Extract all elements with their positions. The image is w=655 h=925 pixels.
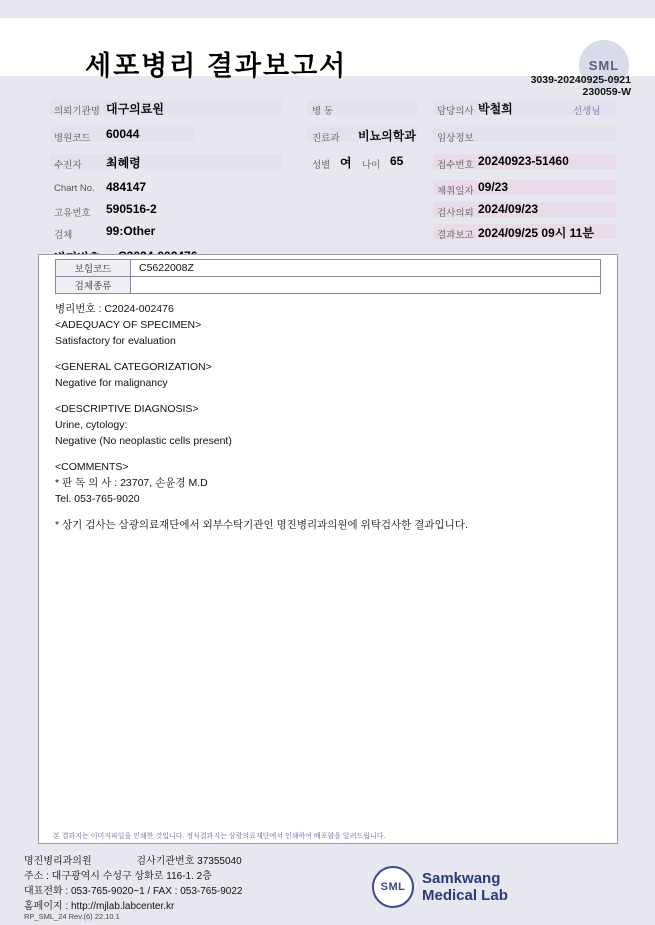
specimen-value: 99:Other (106, 224, 156, 238)
comments-header: <COMMENTS> (55, 461, 129, 473)
examreq-value: 2024/09/23 (478, 202, 539, 216)
adequacy-text: Satisfactory for evaluation (55, 335, 176, 347)
chart-label: Chart No. (54, 183, 95, 194)
sml-circle-icon (372, 866, 414, 908)
clinical-label: 임상정보 (437, 133, 474, 144)
footer-address: 주소 : 대구광역시 수성구 상화로 116-1. 2층 (24, 871, 212, 882)
adequacy-header: <ADEQUACY OF SPECIMEN> (55, 319, 202, 331)
patient-field-bg (50, 154, 282, 169)
specimen-type-value (131, 277, 601, 294)
footer-inspect-label: 검사기관번호 (136, 856, 195, 867)
dept-value: 비뇨의학과 (358, 129, 416, 143)
footer-inspect-value: 37355040 (197, 856, 242, 867)
info-row-1 (0, 98, 655, 120)
report-label: 결과보고 (437, 230, 474, 241)
footer-lab-name: 명진병리과의원 (24, 856, 92, 867)
footer (0, 852, 655, 925)
hospcode-label: 병원코드 (54, 133, 91, 144)
general-categorization-text: Negative for malignancy (55, 377, 168, 389)
age-value: 65 (390, 154, 404, 168)
sex-label: 성별 (312, 160, 331, 171)
ward-label: 병 동 (312, 106, 333, 117)
report-pathno-line: 병리번호 : C2024-002476 (55, 303, 174, 315)
insurance-code-label: 보험코드 (56, 260, 131, 277)
samkwang-logo (372, 866, 508, 908)
spacer-2 (55, 391, 601, 401)
samkwang-logo-name (422, 870, 508, 904)
accept-value: 20240923-51460 (478, 154, 569, 168)
report-body (55, 301, 601, 533)
descriptive-diagnosis-header: <DESCRIPTIVE DIAGNOSIS> (55, 403, 199, 415)
sex-value: 여 (340, 156, 352, 170)
patient-label: 수진자 (54, 160, 82, 171)
table-row (56, 277, 601, 294)
chart-value: 484147 (106, 180, 147, 194)
doctor-label: 담당의사 (437, 106, 474, 117)
descriptive-diagnosis-line2: Negative (No neoplastic cells present) (55, 435, 232, 447)
footer-homepage: 홈페이지 : http://mjlab.labcenter.kr (24, 901, 175, 912)
spacer-4 (55, 507, 601, 517)
outsource-note: * 상기 검사는 삼광의료재단에서 외부수탁기관인 명진병리과의원에 위탁검사한 결과입니다. (55, 519, 468, 531)
org-value: 대구의료원 (106, 102, 164, 116)
samkwang-logo-line2: Medical Lab (422, 887, 508, 904)
info-row-3 (0, 152, 655, 174)
footer-lab-info (24, 854, 243, 914)
patient-info-grid (0, 98, 655, 269)
footer-lab-line (24, 854, 243, 869)
collect-label: 채취일자 (437, 186, 474, 197)
hospcode-value: 60044 (106, 127, 140, 141)
unique-label: 고유번호 (54, 208, 91, 219)
general-categorization-header: <GENERAL CATEGORIZATION> (55, 361, 212, 373)
dept-label: 진료과 (312, 133, 340, 144)
info-row-5 (0, 200, 655, 222)
patient-value: 최혜령 (106, 156, 141, 170)
barcode-number-line2: 230059-W (582, 86, 631, 98)
footer-revision: RP_SML_24 Rev.(6) 22.10.1 (24, 912, 120, 921)
doctor-suffix: 선생님 (573, 106, 601, 117)
code-table (55, 259, 601, 294)
barcode-number-line1: 3039-20240925-0921 (530, 74, 631, 86)
comments-line1: * 판 독 의 사 : 23707, 손윤경 M.D (55, 477, 208, 489)
doctor-value: 박철희 (478, 102, 513, 116)
info-row-6 (0, 222, 655, 244)
report-value: 2024/09/25 09시 11분 (478, 226, 594, 240)
spacer-1 (55, 349, 601, 359)
specimen-label: 검체 (54, 230, 73, 241)
age-label: 나이 (362, 160, 381, 171)
sml-logo-text: SML (588, 57, 620, 73)
specimen-type-label: 검체종류 (56, 277, 131, 294)
print-disclaimer: 본 결과지는 이미지파일을 인쇄한 것입니다. 정식결과지는 삼광의료재단에서 인쇄하여 배포함을 알려드립니다. (53, 833, 386, 840)
info-row-2 (0, 125, 655, 147)
accept-label: 접수번호 (437, 160, 474, 171)
insurance-code-value: C5622008Z (131, 260, 601, 277)
descriptive-diagnosis-line1: Urine, cytology: (55, 419, 128, 431)
sml-circle-text: SML (380, 881, 406, 893)
barcode-number (531, 74, 631, 98)
footer-phone: 대표전화 : 053-765-9020~1 / FAX : 053-765-9022 (24, 886, 243, 897)
org-label: 의뢰기관명 (54, 106, 100, 117)
page-title: 세포병리 결과보고서 (85, 51, 348, 81)
report-content-box (38, 254, 618, 844)
collect-value: 09/23 (478, 180, 509, 194)
comments-line2: Tel. 053-765-9020 (55, 493, 140, 505)
spacer-3 (55, 449, 601, 459)
table-row (56, 260, 601, 277)
samkwang-logo-line1: Samkwang (422, 870, 501, 887)
unique-value: 590516-2 (106, 202, 157, 216)
info-row-4 (0, 178, 655, 200)
examreq-label: 검사의뢰 (437, 208, 474, 219)
